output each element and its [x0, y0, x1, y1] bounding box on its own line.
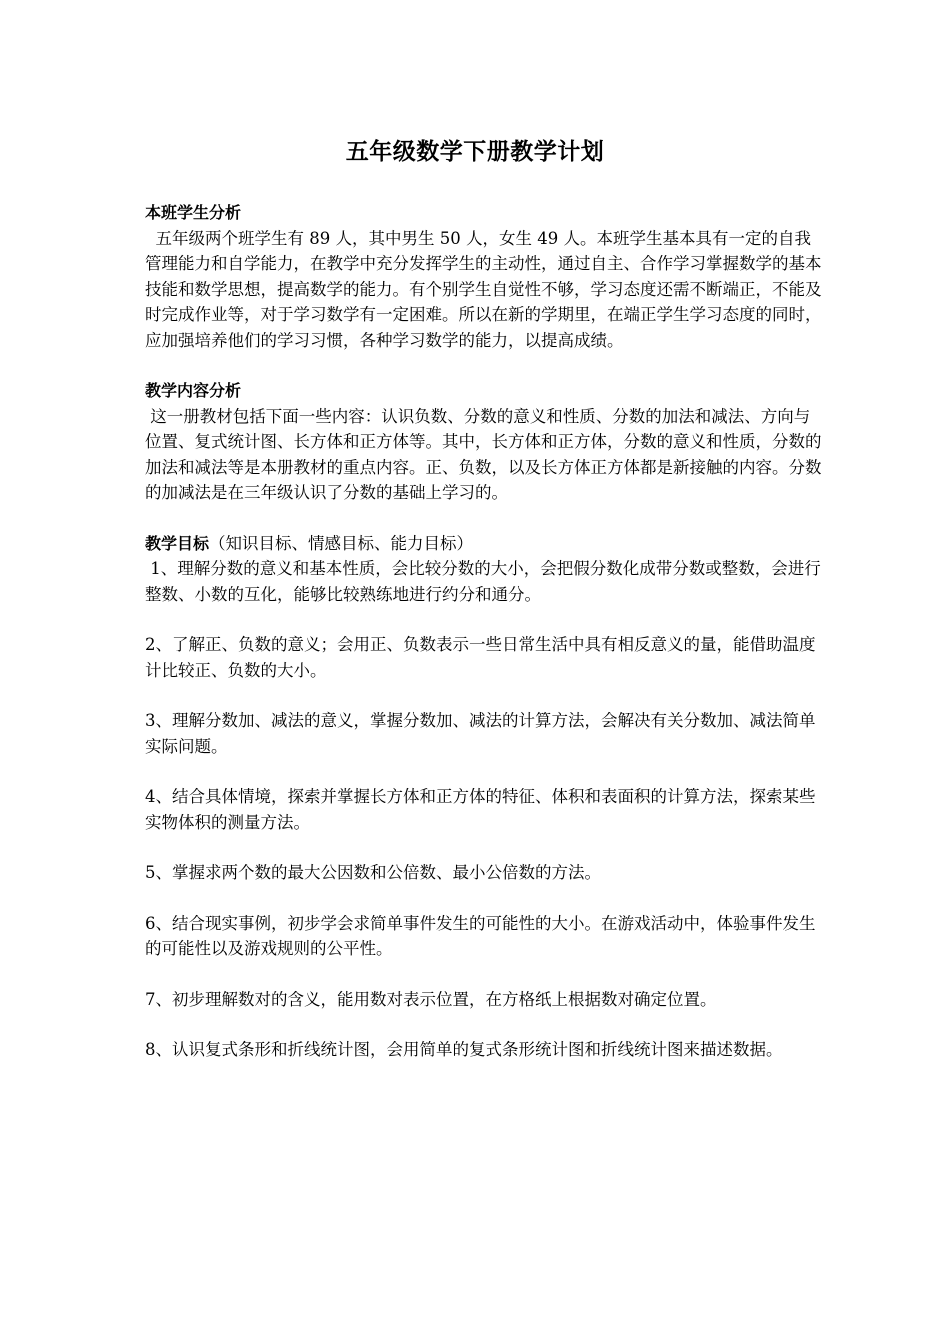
goals-heading-line	[145, 531, 825, 557]
section-heading-note: （知识目标、情感目标、能力目标）	[209, 533, 474, 553]
goal-item: 1、理解分数的意义和基本性质，会比较分数的大小，会把假分数化成带分数或整数，会进行整数、小数的互化，能够比较熟练地进行约分和通分。	[145, 559, 821, 604]
document-body	[145, 200, 825, 1088]
goal-item: 7、初步理解数对的含义，能用数对表示位置，在方格纸上根据数对确定位置。	[145, 989, 717, 1009]
goal-item: 3、理解分数加、减法的意义，掌握分数加、减法的计算方法，会解决有关分数加、减法简单实际问题。	[145, 711, 816, 756]
goal-item: 5、掌握求两个数的最大公因数和公倍数、最小公倍数的方法。	[145, 863, 601, 882]
goal-item: 4、结合具体情境，探索并掌握长方体和正方体的特征、体积和表面积的计算方法，探索某些实物体积的测量方法。	[145, 787, 816, 832]
section-student-analysis	[145, 200, 825, 353]
goal-item: 6、结合现实事例，初步学会求简单事件发生的可能性的大小。在游戏活动中，体验事件发生的可能性以及游戏规则的公平性。	[145, 913, 816, 958]
section-heading: 本班学生分析	[145, 203, 242, 222]
goal-item: 2、了解正、负数的意义；会用正、负数表示一些日常生活中具有相反意义的量，能借助温度计比较正、负数的大小。	[145, 635, 816, 680]
section-heading: 教学目标	[145, 533, 210, 553]
section-teaching-goals	[145, 531, 825, 1063]
page-title: 五年级数学下册教学计划	[345, 139, 605, 165]
section-paragraph: 五年级两个班学生有 89 人，其中男生 50 人，女生 49 人。本班学生基本具有一定的自我管理能力和自学能力，在教学中充分发挥学生的主动性，通过自主、合作学习掌握数学的基本技能和数学思想，提高数学的能力。有个别学生自觉性不够，学习态度还需不断端正，不能及时完成作业等，对于学习数学有一定困难。所以在新的学期里，在端正学生学习态度的同时，应加强培养他们的学习习惯，各种学习数学的能力，以提高成绩。	[145, 228, 822, 350]
section-content-analysis	[145, 378, 825, 506]
goal-item: 8、认识复式条形和折线统计图，会用简单的复式条形统计图和折线统计图来描述数据。	[145, 1040, 783, 1059]
section-heading: 教学内容分析	[145, 381, 242, 400]
section-paragraph: 这一册教材包括下面一些内容：认识负数、分数的意义和性质、分数的加法和减法、方向与位置、复式统计图、长方体和正方体等。其中，长方体和正方体，分数的意义和性质，分数的加法和减法等是本册教材的重点内容。正、负数，以及长方体正方体都是新接触的内容。分数的加减法是在三年级认识了分数的基础上学习的。	[145, 406, 822, 502]
